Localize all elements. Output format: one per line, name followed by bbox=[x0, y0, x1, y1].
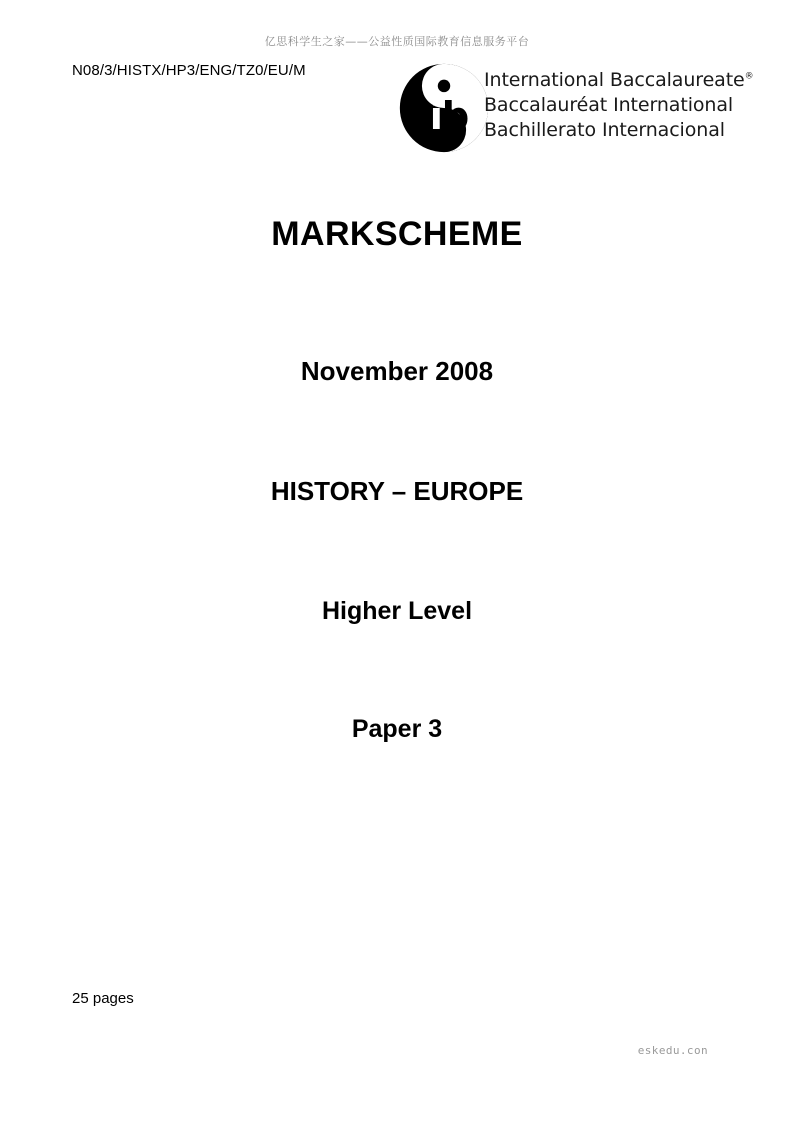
title-stack bbox=[0, 215, 794, 744]
ib-logo bbox=[396, 58, 754, 158]
page-count: 25 pages bbox=[72, 990, 134, 1007]
page-title: MARKSCHEME bbox=[271, 215, 523, 253]
top-watermark-banner: 亿思科学生之家——公益性质国际教育信息服务平台 bbox=[264, 35, 530, 48]
level-title: Higher Level bbox=[321, 597, 473, 625]
registered-mark: ® bbox=[744, 71, 754, 82]
footer-watermark: eskedu.con bbox=[637, 1044, 708, 1057]
ib-logo-text bbox=[484, 68, 754, 143]
exam-session-date: November 2008 bbox=[300, 356, 494, 386]
ib-logo-line-es: Bachillerato Internacional bbox=[484, 119, 725, 142]
ib-logo-line-en: International Baccalaureate® bbox=[484, 69, 754, 91]
ib-logo-mark-icon bbox=[396, 60, 492, 156]
svg-text:i: i bbox=[429, 94, 443, 140]
paper-title: Paper 3 bbox=[351, 715, 443, 743]
exam-code: N08/3/HISTX/HP3/ENG/TZ0/EU/M bbox=[72, 62, 306, 79]
subject-title: HISTORY – EUROPE bbox=[270, 476, 524, 506]
ib-logo-line-fr: Baccalauréat International bbox=[484, 94, 734, 117]
svg-text:b: b bbox=[441, 94, 470, 140]
